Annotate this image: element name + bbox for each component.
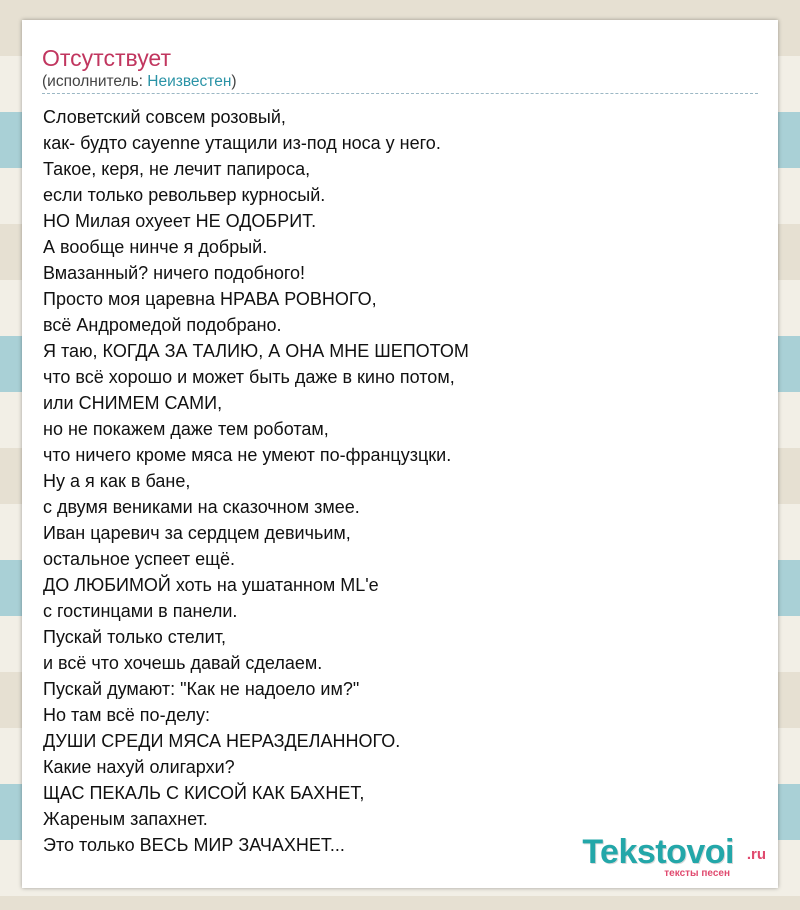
lyric-line: что всё хорошо и может быть даже в кино потом, [43,367,455,387]
performer-byline [42,72,237,92]
lyric-line: остальное успеет ещё. [43,549,235,569]
lyric-line: с гостинцами в панели. [43,601,238,621]
lyric-line: Ну а я как в бане, [43,471,191,491]
title-divider [42,93,758,94]
lyric-line: с двумя вениками на сказочном змее. [43,497,360,517]
lyric-line: и всё что хочешь давай сделаем. [43,653,323,673]
lyric-line: Такое, керя, не лечит папироса, [43,159,311,179]
lyric-line: А вообще нинче я добрый. [43,237,268,257]
lyric-line: если только револьвер курносый. [43,185,326,205]
performer-suffix: ) [231,73,237,90]
lyrics-card [22,20,778,888]
lyric-line: Иван царевич за сердцем девичьим, [43,523,351,543]
logo-domain: .ru [746,846,766,863]
lyric-line: но не покажем даже тем роботам, [43,419,329,439]
performer-prefix: (исполнитель: [42,73,148,90]
lyric-line: всё Андромедой подобрано. [43,315,282,335]
lyric-line: Это только ВЕСЬ МИР ЗАЧАХНЕТ... [43,835,345,855]
song-title: Отсутствует [42,45,171,71]
site-logo[interactable] [570,832,770,880]
lyric-line: как- будто cayenne утащили из-под носа у него. [43,133,441,153]
lyric-line: или СНИМЕМ САМИ, [43,393,223,413]
lyric-line: что ничего кроме мяса не умеют по-французцки. [43,445,452,465]
lyric-line: НО Милая охуеет НЕ ОДОБРИТ. [43,211,317,231]
lyric-line: Какие нахуй олигархи? [43,757,235,777]
lyric-line: Вмазанный? ничего подобного! [43,263,306,283]
lyric-line: Я таю, КОГДА ЗА ТАЛИЮ, А ОНА МНЕ ШЕПОТОМ [43,341,469,361]
lyric-line: Жареным запахнет. [43,809,208,829]
lyric-line: Но там всё по-делу: [43,705,210,725]
lyric-line: Просто моя царевна НРАВА РОВНОГО, [43,289,377,309]
lyrics-text [43,104,469,858]
lyric-line: ЩАС ПЕКАЛЬ С КИСОЙ КАК БАХНЕТ, [43,783,365,803]
lyric-line: Словетский совсем розовый, [43,107,286,127]
logo-wordmark: Tekstovoi [582,833,734,871]
lyric-line: ДО ЛЮБИМОЙ хоть на ушатанном ML'е [43,575,379,595]
artist-link[interactable]: Неизвестен [147,73,232,90]
lyric-line: Пускай думают: "Как не надоело им?" [43,679,360,699]
lyric-line: ДУШИ СРЕДИ МЯСА НЕРАЗДЕЛАННОГО. [43,731,401,751]
logo-tagline: тексты песен [664,868,730,879]
lyric-line: Пускай только стелит, [43,627,226,647]
